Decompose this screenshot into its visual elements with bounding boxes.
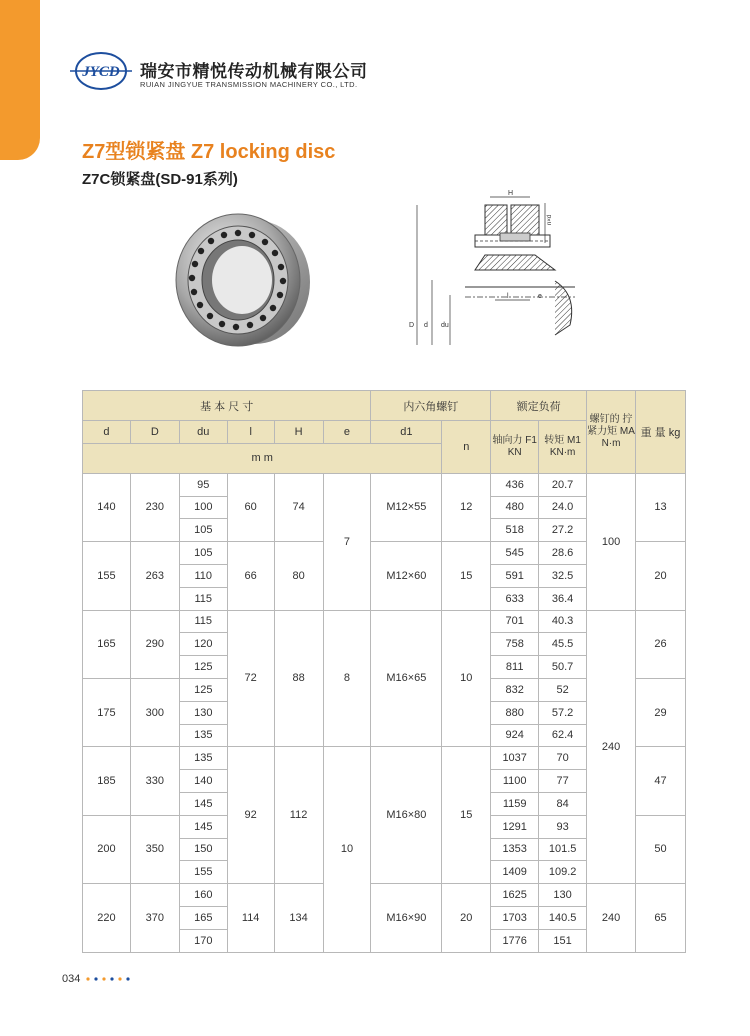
cell-F1: 591 [491, 564, 539, 587]
cell-l: 72 [227, 610, 274, 747]
page-subtitle: Z7C锁紧盘(SD-91系列) [82, 171, 238, 188]
cell-F1: 1159 [491, 792, 539, 815]
cell-kg: 29 [635, 678, 685, 746]
cell-D: 230 [130, 473, 179, 541]
cell-F1: 545 [491, 542, 539, 565]
cell-H: 134 [274, 884, 323, 952]
cell-d: 140 [83, 473, 131, 541]
cell-M1: 40.3 [539, 610, 587, 633]
cell-d1: M16×80 [371, 747, 442, 884]
cell-M1: 57.2 [539, 701, 587, 724]
cell-MA: 240 [587, 610, 636, 884]
cell-M1: 70 [539, 747, 587, 770]
header-tightening-torque: 螺钉的 拧紧力矩 MA N·m [587, 391, 636, 474]
cell-D: 300 [130, 678, 179, 746]
header-D: D [130, 421, 179, 444]
specification-table [82, 390, 686, 953]
cell-F1: 518 [491, 519, 539, 542]
svg-text:du: du [441, 322, 449, 329]
cell-du: 125 [179, 678, 227, 701]
cell-MA: 240 [587, 884, 636, 952]
cell-M1: 36.4 [539, 587, 587, 610]
header-H: H [274, 421, 323, 444]
cell-kg: 65 [635, 884, 685, 952]
page-number: 034 [62, 973, 81, 985]
cell-F1: 1776 [491, 929, 539, 952]
company-name-en: RUIAN JINGYUE TRANSMISSION MACHINERY CO., LTD. [140, 80, 358, 89]
svg-text:d: d [424, 322, 428, 329]
cell-e: 8 [323, 610, 371, 747]
cell-n: 15 [442, 542, 491, 610]
cell-F1: 1625 [491, 884, 539, 907]
table-row [83, 610, 686, 633]
cell-F1: 758 [491, 633, 539, 656]
cell-M1: 84 [539, 792, 587, 815]
cell-M1: 62.4 [539, 724, 587, 747]
cell-M1: 20.7 [539, 473, 587, 496]
cell-D: 330 [130, 747, 179, 815]
cross-section-drawing [405, 185, 585, 355]
cell-M1: 151 [539, 929, 587, 952]
cell-M1: 140.5 [539, 906, 587, 929]
company-name-cn: 瑞安市精悦传动机械有限公司 [140, 62, 368, 81]
cell-du: 155 [179, 861, 227, 884]
cell-M1: 32.5 [539, 564, 587, 587]
header-axial-force: 轴向力 F1 KN [491, 421, 539, 474]
cell-kg: 47 [635, 747, 685, 815]
page-title: Z7型锁紧盘 Z7 locking disc [82, 141, 336, 163]
cell-M1: 77 [539, 770, 587, 793]
svg-text:n×d: n×d [547, 214, 553, 225]
cell-d: 165 [83, 610, 131, 678]
header-l: l [227, 421, 274, 444]
locking-disc-photo [160, 200, 320, 360]
cell-MA: 100 [587, 473, 636, 610]
cell-n: 12 [442, 473, 491, 541]
svg-text:e: e [538, 293, 542, 300]
cell-n: 15 [442, 747, 491, 884]
cell-du: 125 [179, 656, 227, 679]
header-du: du [179, 421, 227, 444]
cell-F1: 436 [491, 473, 539, 496]
cell-d: 175 [83, 678, 131, 746]
cell-d: 200 [83, 815, 131, 883]
svg-text:H: H [508, 190, 514, 197]
cell-H: 74 [274, 473, 323, 541]
cell-du: 160 [179, 884, 227, 907]
svg-text:l: l [507, 293, 509, 300]
cell-du: 115 [179, 587, 227, 610]
cell-M1: 109.2 [539, 861, 587, 884]
cell-du: 145 [179, 815, 227, 838]
cell-D: 370 [130, 884, 179, 952]
header-n: n [442, 421, 491, 474]
cell-kg: 26 [635, 610, 685, 678]
cell-kg: 13 [635, 473, 685, 541]
header-e: e [323, 421, 371, 444]
cell-M1: 130 [539, 884, 587, 907]
cell-e: 10 [323, 747, 371, 952]
cell-H: 88 [274, 610, 323, 747]
cell-F1: 1353 [491, 838, 539, 861]
cell-H: 112 [274, 747, 323, 884]
cell-du: 135 [179, 747, 227, 770]
cell-du: 95 [179, 473, 227, 496]
cell-du: 105 [179, 519, 227, 542]
header-weight: 重 量 kg [635, 391, 685, 474]
cell-du: 115 [179, 610, 227, 633]
cell-du: 110 [179, 564, 227, 587]
cell-e: 7 [323, 473, 371, 610]
cell-du: 105 [179, 542, 227, 565]
cell-d: 185 [83, 747, 131, 815]
cell-F1: 924 [491, 724, 539, 747]
header-basic-dimensions: 基 本 尺 寸 [83, 391, 371, 421]
svg-text:D: D [409, 322, 415, 329]
cell-D: 350 [130, 815, 179, 883]
cell-F1: 1291 [491, 815, 539, 838]
cell-d1: M16×90 [371, 884, 442, 952]
cell-du: 150 [179, 838, 227, 861]
cell-d1: M12×55 [371, 473, 442, 541]
cell-M1: 52 [539, 678, 587, 701]
cell-M1: 50.7 [539, 656, 587, 679]
cell-M1: 28.6 [539, 542, 587, 565]
cell-l: 66 [227, 542, 274, 610]
cell-F1: 1100 [491, 770, 539, 793]
cell-H: 80 [274, 542, 323, 610]
cell-F1: 832 [491, 678, 539, 701]
cell-du: 120 [179, 633, 227, 656]
cell-du: 170 [179, 929, 227, 952]
cell-F1: 701 [491, 610, 539, 633]
cell-n: 10 [442, 610, 491, 747]
header-hex-bolt: 内六角螺钉 [371, 391, 491, 421]
cell-kg: 50 [635, 815, 685, 883]
table-row [83, 473, 686, 496]
header-d1: d1 [371, 421, 442, 444]
cell-d: 155 [83, 542, 131, 610]
svg-text:JYCD: JYCD [82, 64, 120, 80]
cell-du: 100 [179, 496, 227, 519]
table-row [83, 884, 686, 907]
cell-l: 60 [227, 473, 274, 541]
cell-kg: 20 [635, 542, 685, 610]
decorative-dots [84, 975, 144, 983]
cell-d: 220 [83, 884, 131, 952]
cell-du: 135 [179, 724, 227, 747]
header-rated-load: 额定负荷 [491, 391, 587, 421]
cell-F1: 480 [491, 496, 539, 519]
cell-F1: 1409 [491, 861, 539, 884]
cell-M1: 93 [539, 815, 587, 838]
cell-du: 140 [179, 770, 227, 793]
cell-M1: 45.5 [539, 633, 587, 656]
header-d: d [83, 421, 131, 444]
cell-F1: 880 [491, 701, 539, 724]
cell-du: 130 [179, 701, 227, 724]
cell-l: 114 [227, 884, 274, 952]
cell-D: 290 [130, 610, 179, 678]
cell-F1: 811 [491, 656, 539, 679]
cell-M1: 27.2 [539, 519, 587, 542]
header-unit-mm: m m [83, 443, 442, 473]
cell-n: 20 [442, 884, 491, 952]
orange-page-tab [0, 0, 40, 160]
cell-M1: 101.5 [539, 838, 587, 861]
cell-F1: 1703 [491, 906, 539, 929]
cell-F1: 1037 [491, 747, 539, 770]
cell-M1: 24.0 [539, 496, 587, 519]
company-logo [70, 50, 132, 92]
cell-d1: M12×60 [371, 542, 442, 610]
cell-du: 165 [179, 906, 227, 929]
cell-F1: 633 [491, 587, 539, 610]
cell-du: 145 [179, 792, 227, 815]
header-torque: 转矩 M1 KN·m [539, 421, 587, 474]
cell-d1: M16×65 [371, 610, 442, 747]
cell-l: 92 [227, 747, 274, 884]
cell-D: 263 [130, 542, 179, 610]
